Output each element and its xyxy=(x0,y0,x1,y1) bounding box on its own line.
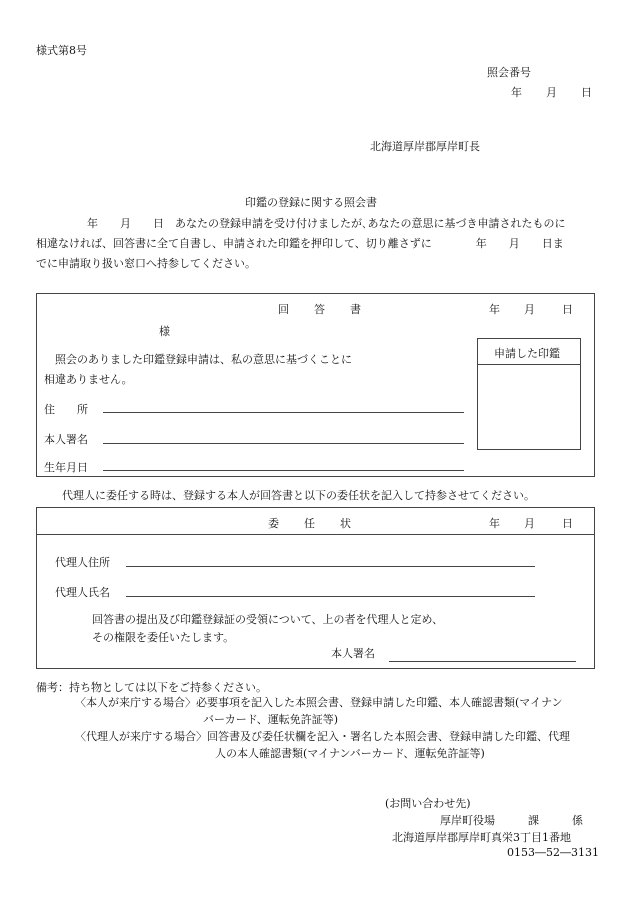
contact-phone: 0153―52―3131 xyxy=(507,846,599,859)
remarks-self-line-1: 〈本人が来庁する場合〉必要事項を記入した本照会書、登録申請した印鑑、本人確認書類(マイナン xyxy=(75,696,563,709)
delegation-date-month: 月 xyxy=(524,517,535,530)
answer-date-month: 月 xyxy=(524,303,535,316)
signature-label: 本人署名 xyxy=(44,433,88,446)
delegation-date-year: 年 xyxy=(489,517,500,530)
birthdate-label: 生年月日 xyxy=(44,461,88,474)
intro-line-2: 相違なければ、回答書に全て自書し、申請された印鑑を押印して、切り離さずに 年 月 日ま xyxy=(36,237,564,250)
agent-name-field[interactable] xyxy=(126,596,535,597)
issuer: 北海道厚岸郡厚岸町長 xyxy=(370,140,480,153)
contact-office: 厚岸町役場 課 係 xyxy=(440,814,583,827)
form-number: 様式第8号 xyxy=(36,44,87,57)
intro-line-1: 年 月 日 あなたの登録申請を受け付けましたが､あなたの意思に基づき申請されたものに xyxy=(87,217,566,230)
delegation-heading: 委 任 状 xyxy=(268,517,358,530)
delegation-signature-field[interactable] xyxy=(389,661,576,662)
birthdate-field[interactable] xyxy=(103,470,464,471)
remarks-agent-line-2: 人の本人確認書類(マイナンバーカード、運転免許証等) xyxy=(215,747,485,760)
agent-name-label: 代理人氏名 xyxy=(55,586,110,599)
delegation-date-day: 日 xyxy=(562,517,573,530)
header-date-day: 日 xyxy=(581,86,592,99)
remarks-self xyxy=(75,694,600,728)
remarks-self-line-2: バーカード、運転免許証等) xyxy=(203,713,339,726)
answer-heading: 回 答 書 xyxy=(278,303,368,316)
remarks-lead: 備考：持ち物としては以下をご持参ください。 xyxy=(36,681,267,694)
agent-address-label: 代理人住所 xyxy=(55,556,110,569)
intro-paragraph xyxy=(36,214,606,274)
answer-date-year: 年 xyxy=(489,303,500,316)
address-field[interactable] xyxy=(103,412,464,413)
inquiry-number-label: 照会番号 xyxy=(487,66,531,79)
seal-label: 申請した印鑑 xyxy=(494,347,560,360)
header-date-year: 年 xyxy=(511,86,522,99)
agent-address-field[interactable] xyxy=(126,566,535,567)
delegation-signature-label: 本人署名 xyxy=(331,647,375,660)
seal-box-divider xyxy=(477,364,581,365)
answer-date-day: 日 xyxy=(562,303,573,316)
intro-line-3: でに申請取り扱い窓口へ持参してください。 xyxy=(36,257,256,270)
proxy-note: 代理人に委任する時は、登録する本人が回答書と以下の委任状を記入して持参させてください。 xyxy=(62,489,535,502)
addressee-sama: 様 xyxy=(159,325,170,338)
delegation-statement xyxy=(92,611,552,647)
remarks-agent xyxy=(75,728,600,762)
contact-address: 北海道厚岸郡厚岸町真栄3丁目1番地 xyxy=(392,831,571,844)
answer-statement-line-1: 照会のありました印鑑登録申請は、私の意思に基づくことに xyxy=(55,353,352,366)
contact-label: (お問い合わせ先) xyxy=(385,797,471,810)
header-date-month: 月 xyxy=(546,86,557,99)
delegation-statement-line-2: その権限を委任いたします。 xyxy=(92,631,235,644)
page-title: 印鑑の登録に関する照会書 xyxy=(245,196,377,209)
remarks-agent-line-1: 〈代理人が来庁する場合〉回答書及び委任状欄を記入・署名した本照会書、登録申請した印鑑、代理 xyxy=(75,730,570,743)
answer-statement-line-2: 相違ありません。 xyxy=(44,373,133,386)
signature-field[interactable] xyxy=(103,443,464,444)
address-label: 住 所 xyxy=(44,403,88,416)
answer-statement xyxy=(44,350,464,390)
delegation-header-divider xyxy=(36,534,595,535)
delegation-statement-line-1: 回答書の提出及び印鑑登録証の受領について、上の者を代理人と定め、 xyxy=(92,613,444,626)
